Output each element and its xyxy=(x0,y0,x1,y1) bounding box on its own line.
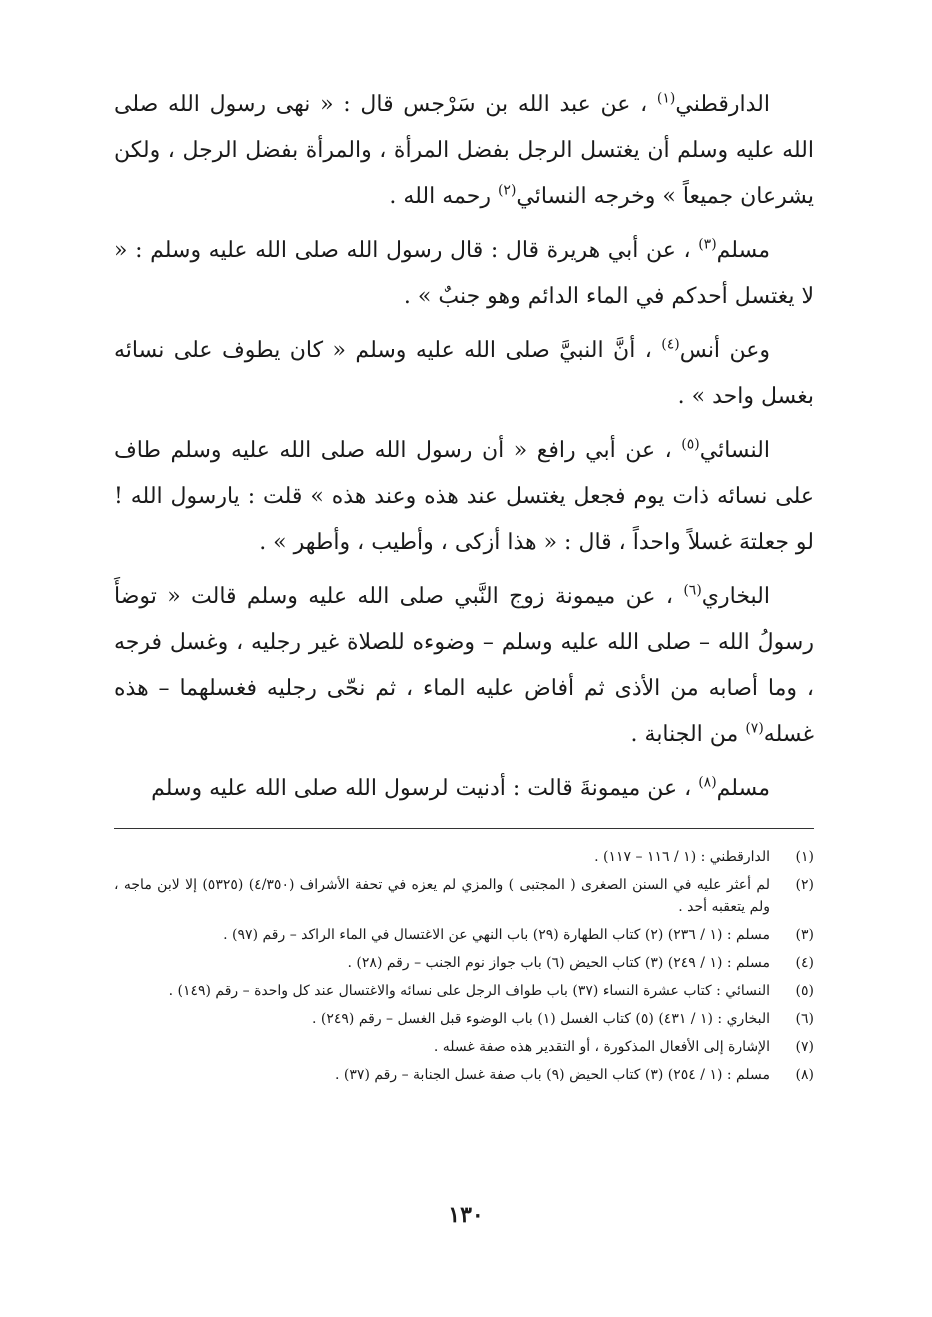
footnote-ref: (٥) xyxy=(681,436,700,453)
hadith-text: ، عن ميمونة زوج النَّبي صلى الله عليه وسلم قالت « توضأَ رسولُ الله – صلى الله عليه وسلم – وضوءه للصلاة غير رجليه ، وغسل فرجه ، وما أصابه من الأذى ثم أفاض عليه الماء ، ثم نحّى رجليه فغسلهما – هذه غسله xyxy=(114,584,814,747)
footnote-text: مسلم : (١ / ٢٥٤) (٣) كتاب الحيض (٩) باب صفة غسل الجنابة – رقم (٣٧) . xyxy=(335,1067,770,1083)
footnote-number: (٦) xyxy=(795,1011,814,1027)
hadith-text: ، أنَّ النبيَّ صلى الله عليه وسلم « كان يطوف على نسائه بغسل واحد » . xyxy=(114,338,814,409)
hadith-text: ، عن أبي هريرة قال : قال رسول الله صلى الله عليه وسلم : « لا يغتسل أحدكم في الماء الدائم وهو جنبٌ » . xyxy=(114,238,814,309)
footnote-separator xyxy=(114,828,814,829)
hadith-text: ، عن ميمونةَ قالت : أدنيت لرسول الله صلى الله عليه وسلم xyxy=(151,776,699,801)
footnote-ref: (١) xyxy=(656,90,676,107)
page-number: ١٣٠ xyxy=(448,1202,484,1228)
footnotes xyxy=(114,846,814,1092)
paragraph-bukhari-maymuna xyxy=(114,574,814,758)
footnote-ref: (٤) xyxy=(661,336,680,353)
source-name: الدارقطني xyxy=(675,92,770,117)
footnote-2 xyxy=(114,874,814,918)
paragraph-muslim-abu-hurayra xyxy=(114,228,814,320)
footnote-1 xyxy=(114,846,814,868)
footnote-text: لم أعثر عليه في السنن الصغرى ( المجتبى ) والمزي لم يعزه في تحفة الأشراف (٤/٣٥٠) (٥٣٢٥) إلا لابن ماجه ، ولم يتعقبه أحد . xyxy=(114,877,770,915)
footnote-ref: (٧) xyxy=(745,720,764,737)
footnote-text: الإشارة إلى الأفعال المذكورة ، أو التقدير هذه صفة غسله . xyxy=(433,1039,770,1055)
hadith-text: ، عن عبد الله بن سَرْجس قال : « نهى رسول الله صلى الله عليه وسلم أن يغتسل الرجل بفضل المرأة ، والمرأة بفضل الرجل ، ولكن يشرعان جميعاً » وخرجه النسائي xyxy=(114,92,814,209)
footnote-8 xyxy=(114,1064,814,1086)
hadith-text-continued: من الجنابة . xyxy=(630,722,746,747)
footnote-6 xyxy=(114,1008,814,1030)
source-name: وعن أنس xyxy=(679,338,770,363)
footnote-text: النسائي : كتاب عشرة النساء (٣٧) باب طواف الرجل على نسائه والاغتسال عند كل واحدة – رقم (١٤٩) . xyxy=(168,983,770,999)
footnote-number: (٣) xyxy=(795,927,814,943)
paragraph-anas xyxy=(114,328,814,420)
footnote-text: مسلم : (١ / ٢٣٦) (٢) كتاب الطهارة (٢٩) باب النهي عن الاغتسال في الماء الراكد – رقم (٩٧) . xyxy=(223,927,770,943)
footnote-ref: (٣) xyxy=(698,236,717,253)
hadith-text: ، عن أبي رافع « أن رسول الله صلى الله عليه وسلم طاف على نسائه ذات يوم فجعل يغتسل عند هذه وعند هذه » قلت : يارسول الله ! لو جعلتهَ غسلاً واحداً ، قال : « هذا أزكى ، وأطيب ، وأطهر » . xyxy=(114,438,814,555)
paragraph-daraqutni xyxy=(114,82,814,220)
footnote-text: مسلم : (١ / ٢٤٩) (٣) كتاب الحيض (٦) باب جواز نوم الجنب – رقم (٢٨) . xyxy=(347,955,770,971)
source-name: مسلم xyxy=(716,238,770,263)
footnote-number: (٨) xyxy=(795,1067,814,1083)
paragraph-muslim-maymuna xyxy=(114,766,814,812)
paragraph-nasai-abu-rafi xyxy=(114,428,814,566)
source-name: مسلم xyxy=(716,776,770,801)
source-name: النسائي xyxy=(699,438,770,463)
footnote-ref: (٨) xyxy=(698,774,717,791)
footnote-number: (٧) xyxy=(795,1039,814,1055)
main-text xyxy=(114,82,814,820)
footnote-number: (٢) xyxy=(795,877,814,893)
footnote-7 xyxy=(114,1036,814,1058)
source-name: البخاري xyxy=(701,584,770,609)
footnote-ref: (٢) xyxy=(497,182,517,199)
footnote-text: البخاري : (١ / ٤٣١) (٥) كتاب الغسل (١) باب الوضوء قبل الغسل – رقم (٢٤٩) . xyxy=(311,1011,770,1027)
hadith-text-continued: رحمه الله . xyxy=(389,184,498,209)
footnote-number: (٤) xyxy=(795,955,814,971)
footnote-5 xyxy=(114,980,814,1002)
footnote-4 xyxy=(114,952,814,974)
footnote-3 xyxy=(114,924,814,946)
footnote-number: (٥) xyxy=(795,983,814,999)
footnote-ref: (٦) xyxy=(683,582,702,599)
footnote-text: الدارقطني : (١ / ١١٦ – ١١٧) . xyxy=(594,849,770,865)
footnote-number: (١) xyxy=(795,849,814,865)
